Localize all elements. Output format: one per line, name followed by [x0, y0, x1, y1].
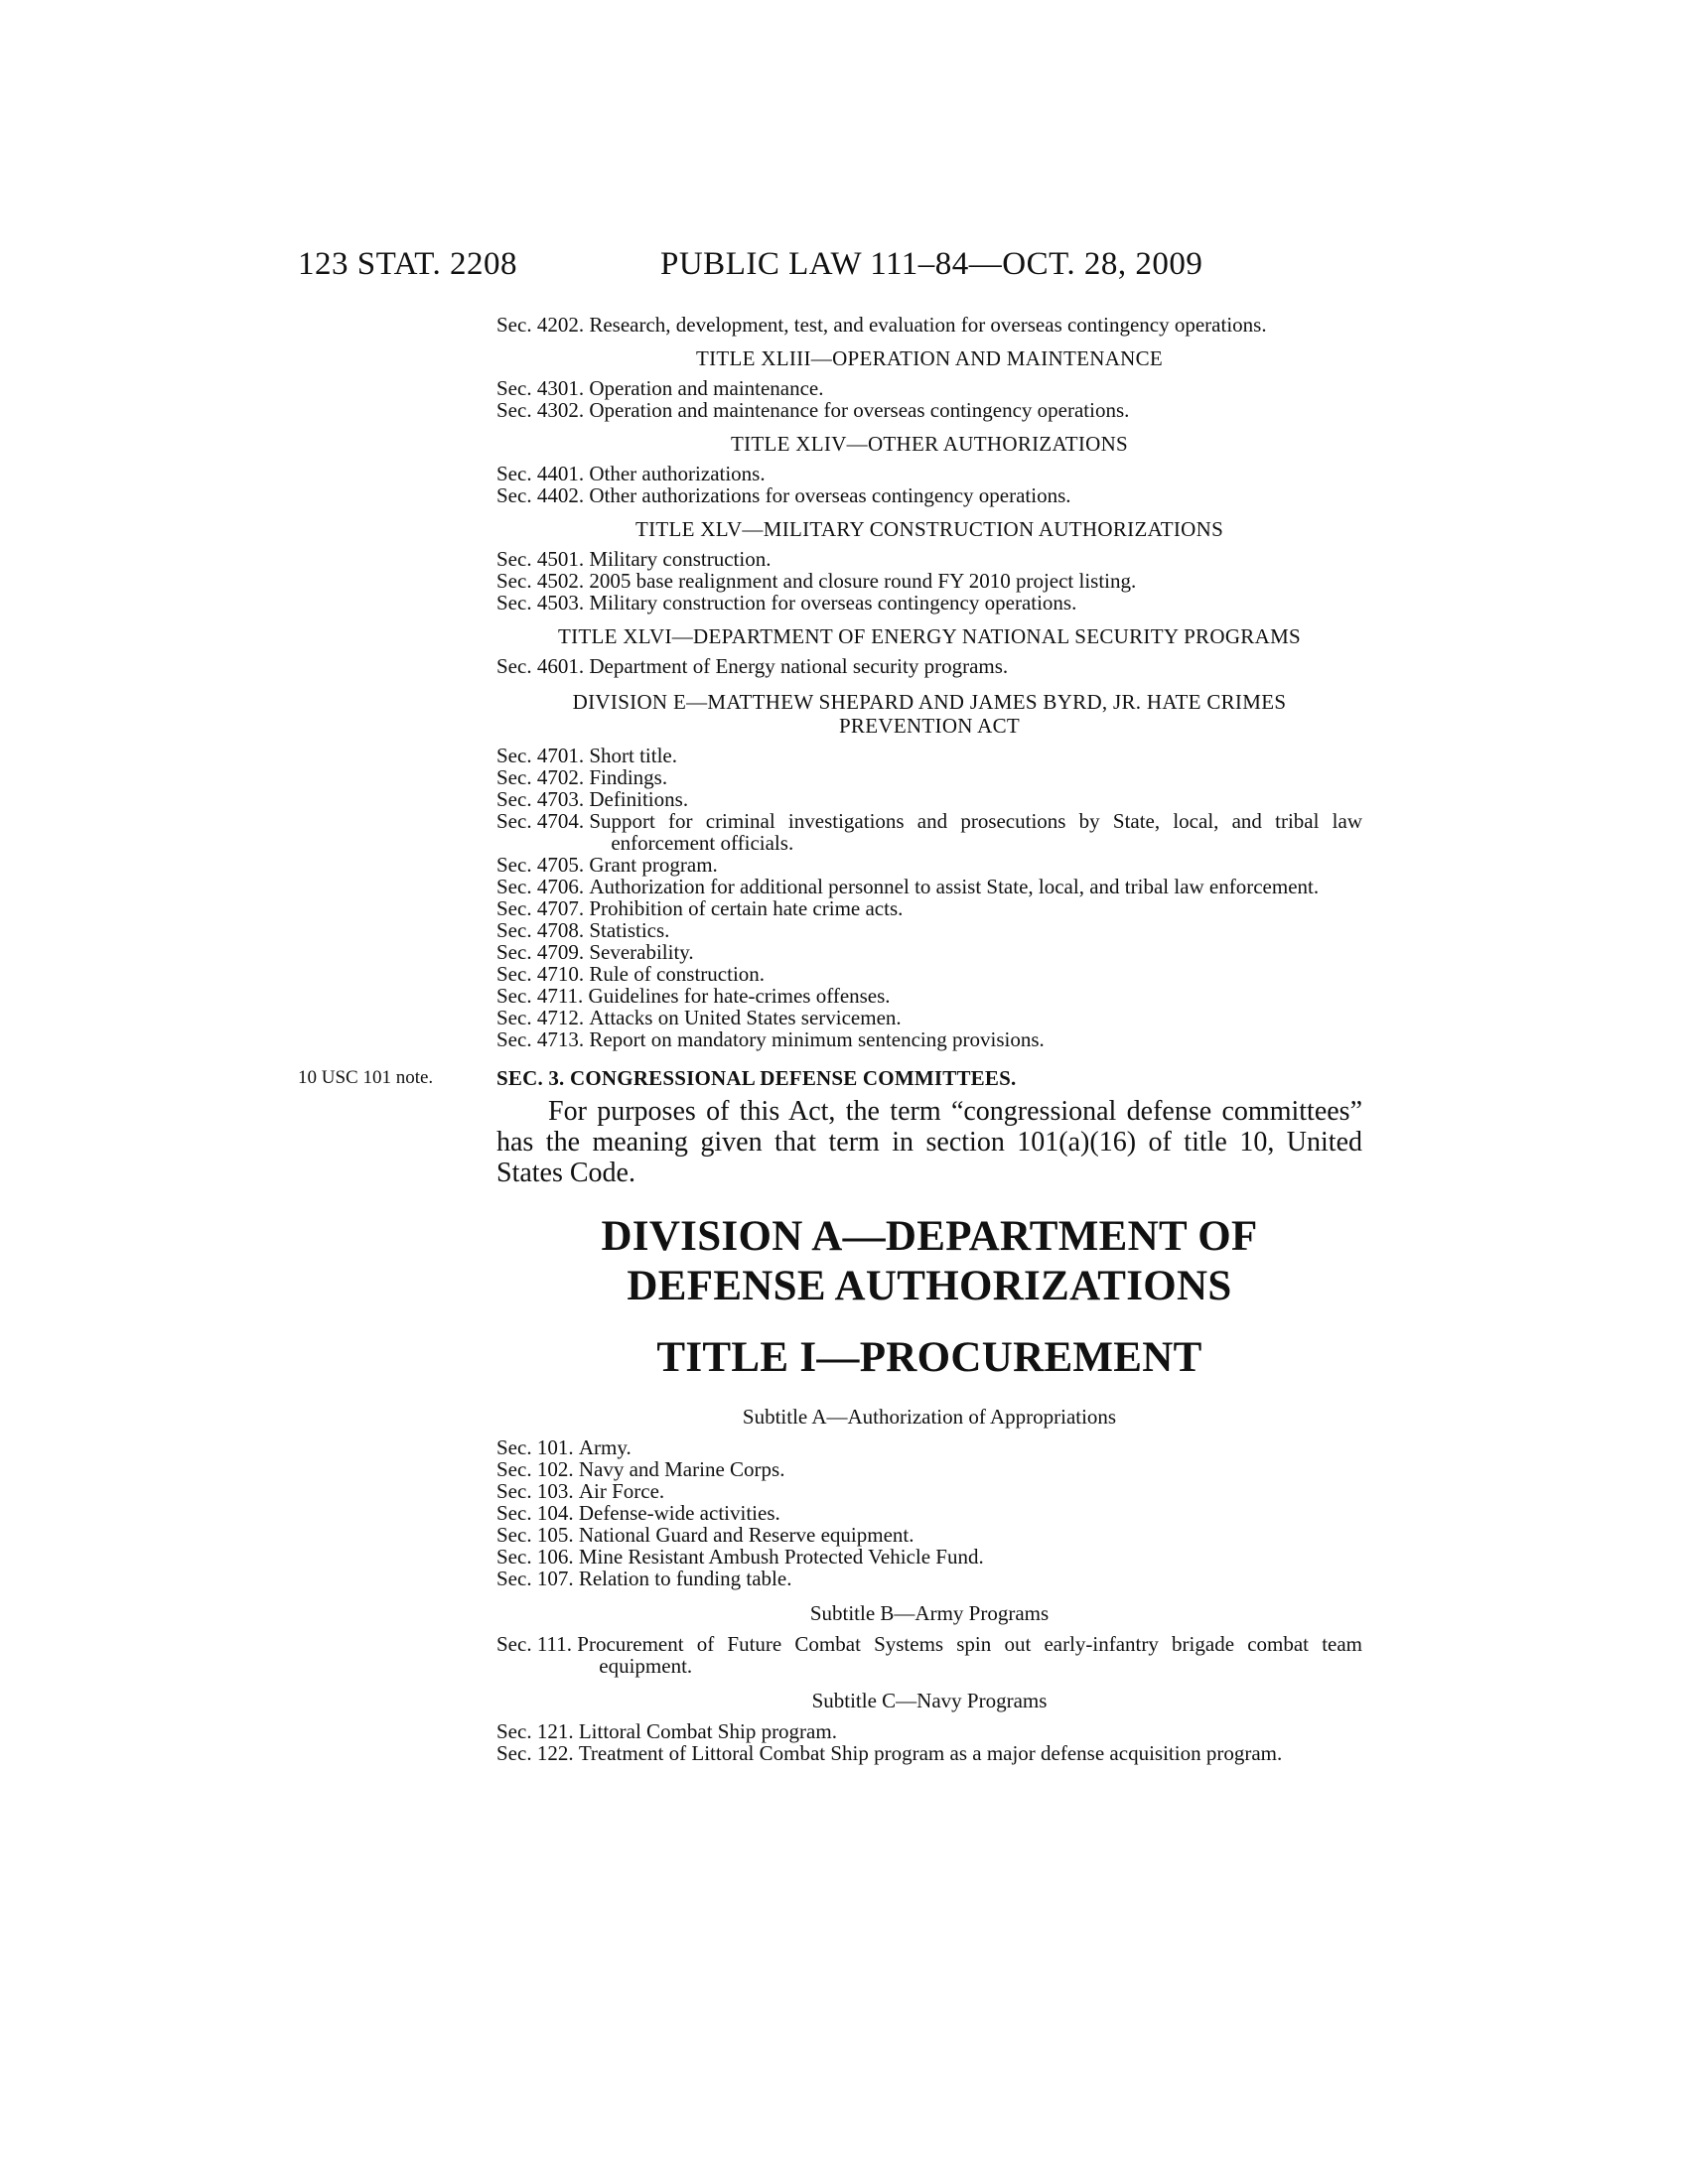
section-number: Sec. 106. — [496, 1545, 574, 1569]
section-title: Department of Energy national security programs. — [589, 654, 1009, 678]
section-title: Military construction. — [589, 547, 772, 571]
toc-entry-4702 — [496, 766, 1362, 788]
section-title: Other authorizations. — [589, 462, 766, 485]
toc-entry-103 — [496, 1480, 1362, 1502]
toc-entry-122 — [496, 1742, 1362, 1764]
section-title: Defense-wide activities. — [578, 1501, 780, 1525]
section-number: Sec. 4501. — [496, 547, 585, 571]
section-number: Sec. 4301. — [496, 376, 585, 400]
subtitle-c-heading: Subtitle C—Navy Programs — [811, 1689, 1048, 1712]
section-number: Sec. 121. — [496, 1719, 574, 1743]
toc-entry-4707 — [496, 897, 1362, 919]
section-number: Sec. 101. — [496, 1435, 574, 1459]
toc-entry-4713 — [496, 1028, 1362, 1050]
title-1-toc — [496, 1405, 1362, 1764]
section-number: Sec. 111. — [496, 1632, 573, 1656]
toc-entry-102 — [496, 1458, 1362, 1480]
section-3-heading: SEC. 3. CONGRESSIONAL DEFENSE COMMITTEES. — [496, 1066, 1017, 1090]
section-title: Procurement of Future Combat Systems spin out early-infantry brigade combat team equipment. — [577, 1632, 1362, 1678]
section-title: 2005 base realignment and closure round FY 2010 project listing. — [589, 569, 1137, 593]
section-title: Rule of construction. — [589, 962, 766, 986]
toc-entry-4709 — [496, 941, 1362, 963]
toc-entry-4712 — [496, 1007, 1362, 1028]
section-number: Sec. 107. — [496, 1567, 574, 1590]
section-number: Sec. 4402. — [496, 483, 585, 507]
section-number: Sec. 4702. — [496, 765, 585, 789]
section-number: Sec. 4701. — [496, 744, 585, 767]
section-title: Research, development, test, and evaluation for overseas contingency operations. — [589, 313, 1267, 337]
toc-entry-4711 — [496, 985, 1362, 1007]
title-heading-46: TITLE XLVI—DEPARTMENT OF ENERGY NATIONAL SECURITY PROGRAMS — [557, 624, 1302, 648]
toc-entry-4601 — [496, 655, 1362, 677]
section-title: Relation to funding table. — [578, 1567, 792, 1590]
toc-entry-4704 — [496, 810, 1362, 854]
toc-entry-4710 — [496, 963, 1362, 985]
section-number: Sec. 4709. — [496, 940, 585, 964]
section-title: Short title. — [589, 744, 677, 767]
section-number: Sec. 4302. — [496, 398, 585, 422]
section-title: Mine Resistant Ambush Protected Vehicle Fund. — [578, 1545, 984, 1569]
section-title: Report on mandatory minimum sentencing provisions. — [589, 1027, 1045, 1051]
section-number: Sec. 4710. — [496, 962, 585, 986]
section-number: Sec. 4401. — [496, 462, 585, 485]
section-3 — [298, 1066, 1362, 1188]
page-header — [298, 246, 1390, 290]
section-number: Sec. 4712. — [496, 1006, 585, 1029]
toc-entry-106 — [496, 1546, 1362, 1568]
section-number: Sec. 103. — [496, 1479, 574, 1503]
section-title: Navy and Marine Corps. — [578, 1457, 785, 1481]
toc-entry-4301 — [496, 377, 1362, 399]
toc-entry-121 — [496, 1720, 1362, 1742]
section-title: Air Force. — [578, 1479, 665, 1503]
section-title: Statistics. — [589, 918, 670, 942]
division-a-heading-line-1: DIVISION A—DEPARTMENT OF — [601, 1213, 1258, 1260]
section-number: Sec. 122. — [496, 1741, 574, 1765]
section-title: Grant program. — [589, 853, 718, 877]
title-heading-45: TITLE XLV—MILITARY CONSTRUCTION AUTHORIZATIONS — [634, 517, 1224, 541]
toc-entry-4302 — [496, 399, 1362, 421]
division-a-heading — [496, 1212, 1362, 1311]
section-number: Sec. 4703. — [496, 787, 585, 811]
toc-entry-4705 — [496, 854, 1362, 876]
title-heading-44: TITLE XLIV—OTHER AUTHORIZATIONS — [730, 432, 1129, 456]
section-number: Sec. 4711. — [496, 984, 584, 1008]
section-title: Operation and maintenance for overseas contingency operations. — [589, 398, 1130, 422]
division-e-heading-line-1: DIVISION E—MATTHEW SHEPARD AND JAMES BYRD, JR. HATE CRIMES — [572, 690, 1287, 714]
section-number: Sec. 4704. — [496, 809, 585, 833]
toc-entry-105 — [496, 1524, 1362, 1546]
toc-entry-4701 — [496, 745, 1362, 766]
section-number: Sec. 4202. — [496, 313, 585, 337]
statute-page-reference: 123 STAT. 2208 — [298, 246, 518, 282]
section-title: Guidelines for hate-crimes offenses. — [588, 984, 891, 1008]
section-number: Sec. 4601. — [496, 654, 585, 678]
section-number: Sec. 104. — [496, 1501, 574, 1525]
section-title: Military construction for overseas contingency operations. — [589, 591, 1077, 614]
section-title: Prohibition of certain hate crime acts. — [589, 896, 904, 920]
toc-entry-4501 — [496, 548, 1362, 570]
toc-section-list — [496, 314, 1362, 1050]
toc-entry-4708 — [496, 919, 1362, 941]
section-title: Army. — [578, 1435, 632, 1459]
section-title: Support for criminal investigations and prosecutions by State, local, and tribal law enforcement officials. — [589, 809, 1362, 855]
subtitle-a-heading: Subtitle A—Authorization of Appropriations — [742, 1405, 1117, 1429]
section-title: Other authorizations for overseas contingency operations. — [589, 483, 1071, 507]
section-title: Treatment of Littoral Combat Ship program as a major defense acquisition program. — [578, 1741, 1283, 1765]
section-title: Littoral Combat Ship program. — [578, 1719, 837, 1743]
toc-entry-4502 — [496, 570, 1362, 592]
division-a-heading-line-2: DEFENSE AUTHORIZATIONS — [627, 1263, 1232, 1309]
toc-entry-4503 — [496, 592, 1362, 614]
toc-entry-111 — [496, 1633, 1362, 1677]
toc-entry-107 — [496, 1568, 1362, 1589]
section-number: Sec. 4503. — [496, 591, 585, 614]
toc-entry-4401 — [496, 463, 1362, 484]
section-number: Sec. 102. — [496, 1457, 574, 1481]
page-content — [298, 313, 1362, 1765]
section-title: Definitions. — [589, 787, 689, 811]
section-title: Attacks on United States servicemen. — [589, 1006, 902, 1029]
section-number: Sec. 4502. — [496, 569, 585, 593]
toc-entry-4402 — [496, 484, 1362, 506]
section-number: Sec. 4708. — [496, 918, 585, 942]
section-number: Sec. 4705. — [496, 853, 585, 877]
section-title: Severability. — [589, 940, 694, 964]
section-3-body: For purposes of this Act, the term “congressional defense committees” has the meaning given that term in section 101(a)(16) of title 10, United States Code. — [496, 1096, 1362, 1188]
section-number: Sec. 4706. — [496, 875, 585, 898]
toc-entry-4703 — [496, 788, 1362, 810]
title-heading-43: TITLE XLIII—OPERATION AND MAINTENANCE — [695, 346, 1164, 370]
subtitle-b-heading: Subtitle B—Army Programs — [809, 1601, 1050, 1625]
title-1-heading: TITLE I—PROCUREMENT — [656, 1334, 1202, 1381]
division-e-heading-line-2: PREVENTION ACT — [838, 714, 1021, 738]
division-e-heading — [496, 690, 1362, 738]
section-number: Sec. 105. — [496, 1523, 574, 1547]
margin-note-usc-reference: 10 USC 101 note. — [298, 1067, 434, 1088]
section-title: National Guard and Reserve equipment. — [578, 1523, 914, 1547]
toc-entry-4202 — [496, 314, 1362, 336]
section-title: Operation and maintenance. — [589, 376, 824, 400]
section-title: Findings. — [589, 765, 668, 789]
toc-entry-104 — [496, 1502, 1362, 1524]
section-number: Sec. 4713. — [496, 1027, 585, 1051]
toc-entry-4706 — [496, 876, 1362, 897]
section-number: Sec. 4707. — [496, 896, 585, 920]
section-title: Authorization for additional personnel to assist State, local, and tribal law enforcement. — [589, 875, 1320, 898]
running-head-law-title: PUBLIC LAW 111–84—OCT. 28, 2009 — [660, 246, 1203, 282]
toc-entry-101 — [496, 1436, 1362, 1458]
